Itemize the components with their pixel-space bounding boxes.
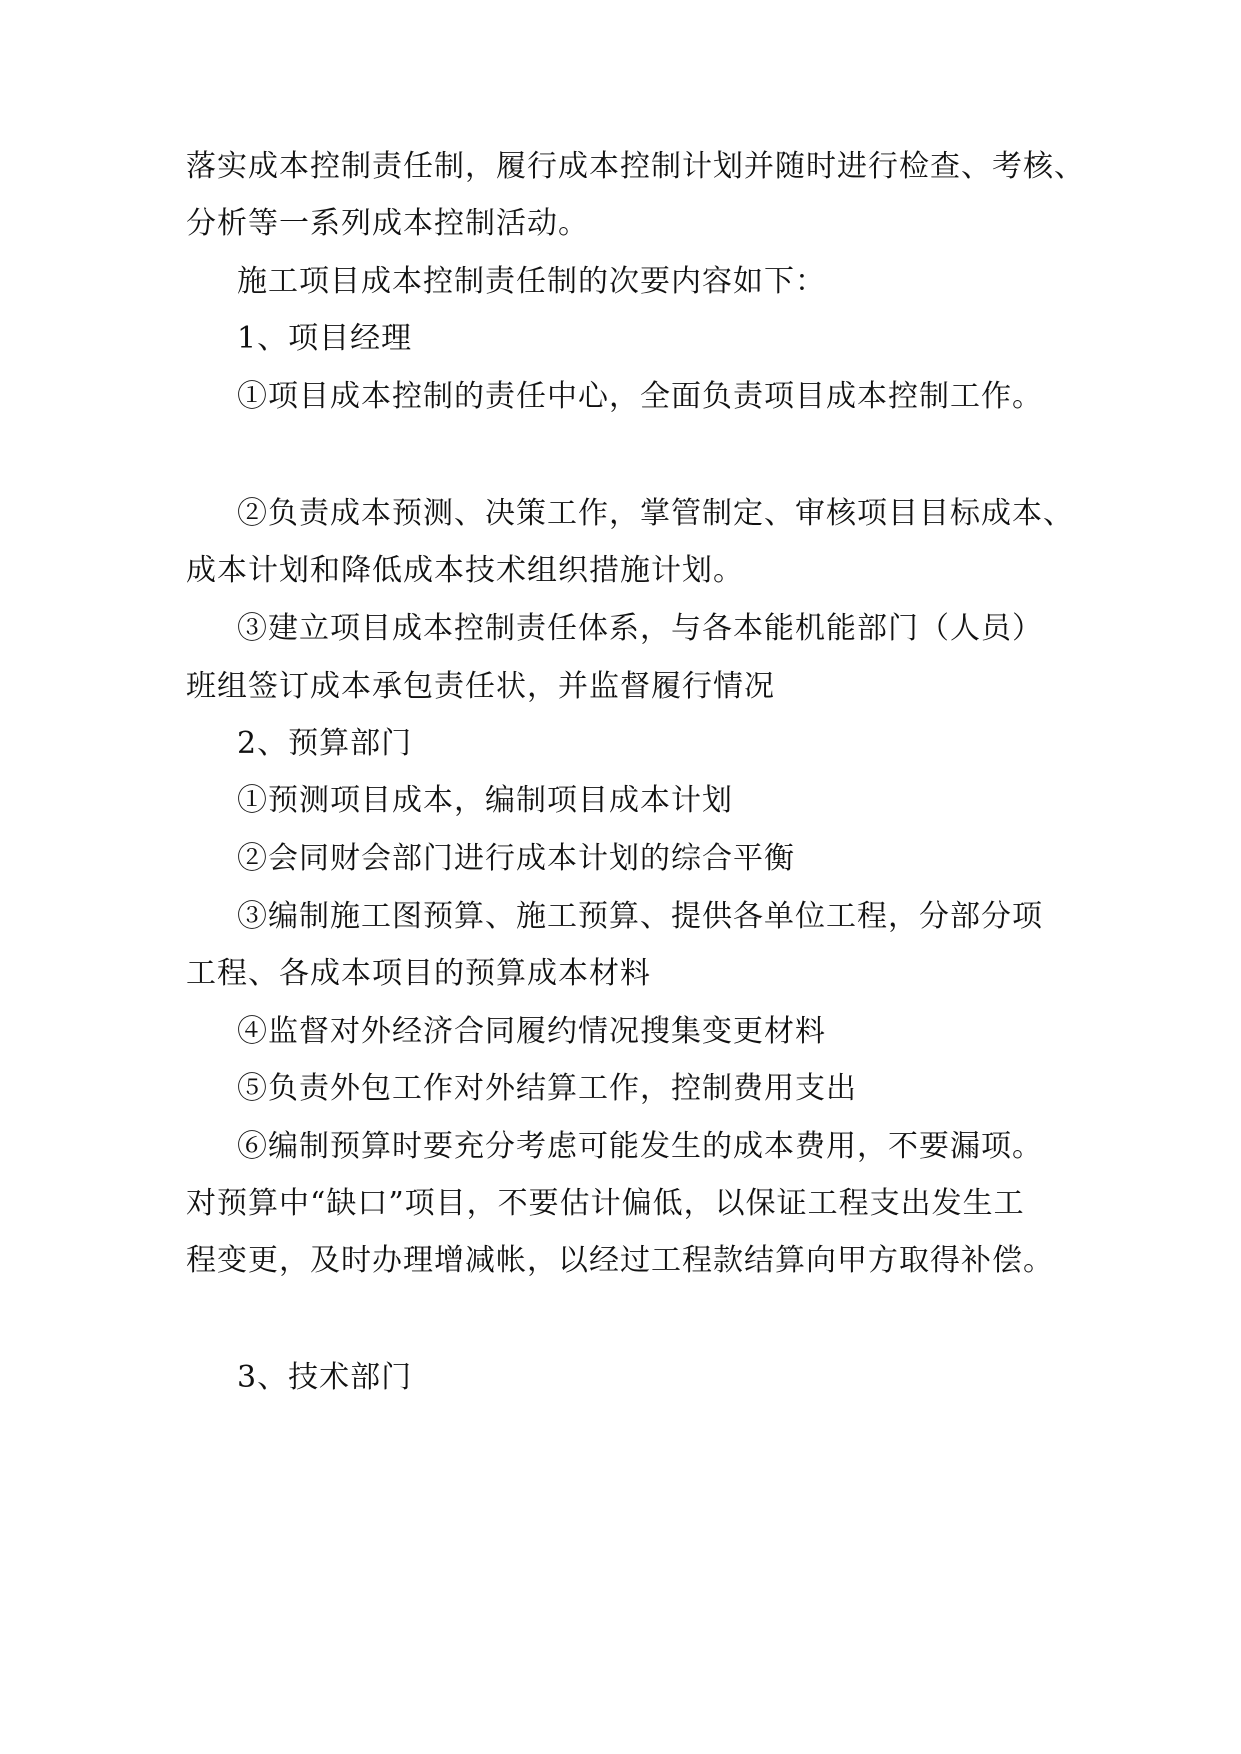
paragraph-line: 班组签订成本承包责任状，并监督履行情况 bbox=[186, 669, 775, 704]
paragraph-line: ⑤负责外包工作对外结算工作，控制费用支出 bbox=[237, 1071, 857, 1106]
paragraph-line: ①预测项目成本，编制项目成本计划 bbox=[237, 783, 733, 818]
paragraph-line: 程变更，及时办理增减帐，以经过工程款结算向甲方取得补偿。 bbox=[186, 1243, 1054, 1278]
paragraph-line: ②负责成本预测、决策工作，掌管制定、审核项目目标成本、 bbox=[237, 496, 1074, 531]
paragraph-line: 落实成本控制责任制，履行成本控制计划并随时进行检查、考核、 bbox=[186, 149, 1085, 184]
paragraph-line: 对预算中“缺口”项目，不要估计偏低，以保证工程支出发生工 bbox=[186, 1186, 1025, 1221]
paragraph-line: ②会同财会部门进行成本计划的综合平衡 bbox=[237, 841, 795, 876]
paragraph-line: ④监督对外经济合同履约情况搜集变更材料 bbox=[237, 1014, 826, 1049]
paragraph-line: 施工项目成本控制责任制的次要内容如下： bbox=[237, 264, 826, 299]
paragraph-line: ③建立项目成本控制责任体系，与各本能机能部门（人员） bbox=[237, 611, 1043, 646]
section-heading: 3、技术部门 bbox=[237, 1360, 413, 1395]
paragraph-line: 成本计划和降低成本技术组织措施计划。 bbox=[186, 553, 744, 588]
paragraph-line: 工程、各成本项目的预算成本材料 bbox=[186, 956, 651, 991]
paragraph-line: ①项目成本控制的责任中心，全面负责项目成本控制工作。 bbox=[237, 379, 1043, 414]
section-heading: 1、项目经理 bbox=[237, 321, 413, 356]
paragraph-line: ③编制施工图预算、施工预算、提供各单位工程，分部分项 bbox=[237, 899, 1043, 934]
paragraph-line: 分析等一系列成本控制活动。 bbox=[186, 206, 589, 241]
paragraph-line: ⑥编制预算时要充分考虑可能发生的成本费用，不要漏项。 bbox=[237, 1129, 1043, 1164]
section-heading: 2、预算部门 bbox=[237, 726, 413, 761]
